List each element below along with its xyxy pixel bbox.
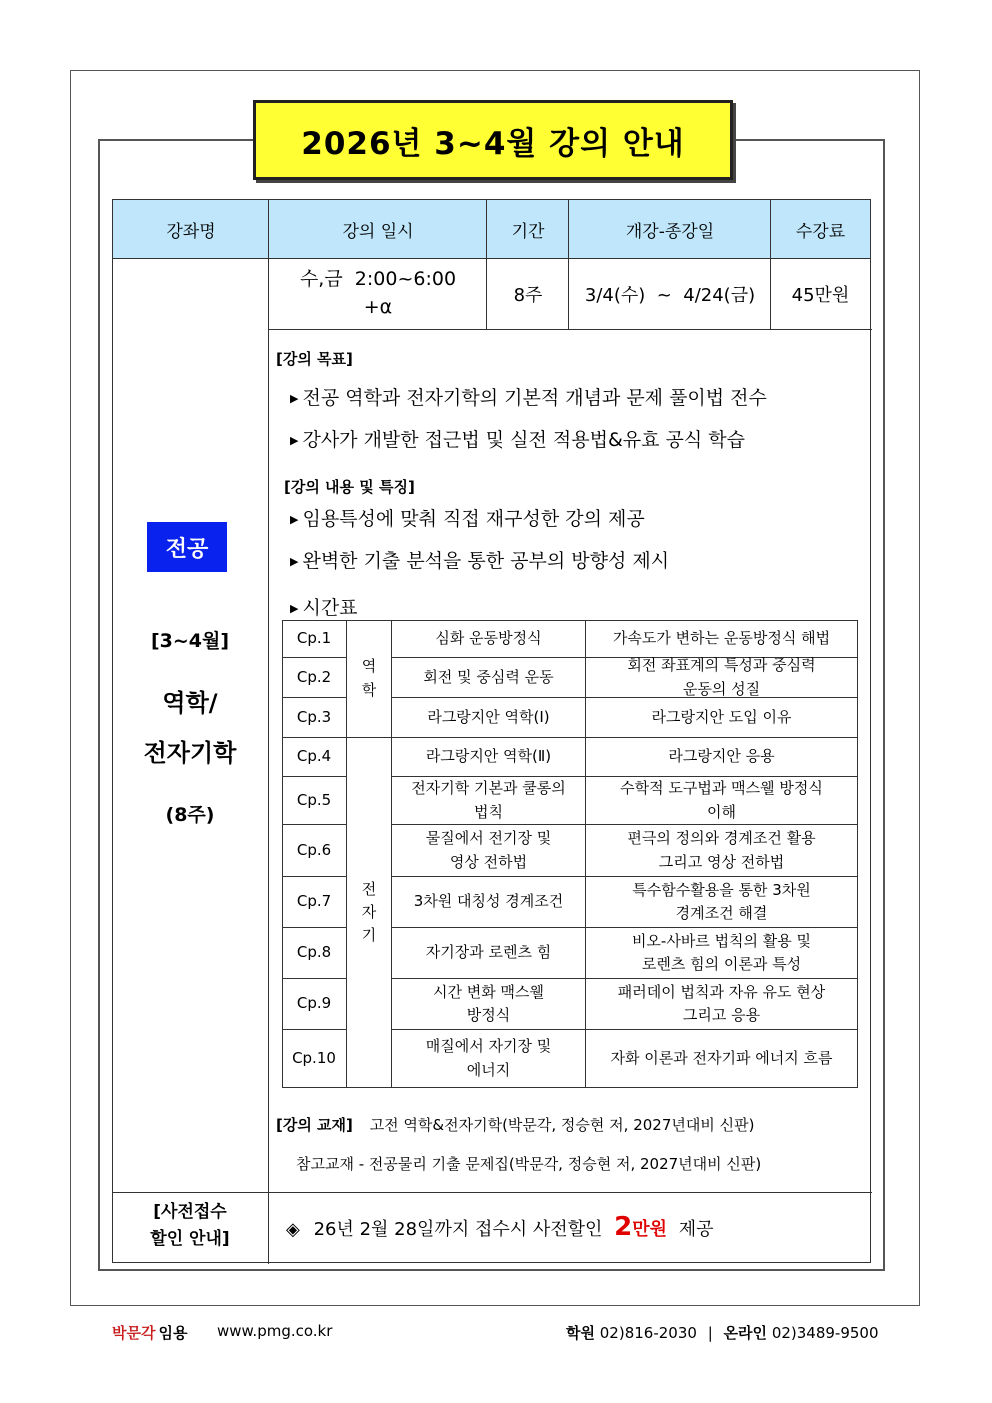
schedule-chapter: Cp.3	[282, 698, 347, 738]
logo-suffix: 임용	[158, 1324, 188, 1342]
cell-line: 회전 좌표계의 특성과 중심력	[627, 656, 816, 675]
schedule-chapter: Cp.6	[282, 825, 347, 877]
cell-line: 3차원 대칭성 경계조건	[413, 892, 564, 911]
schedule-chapter: Cp.7	[282, 877, 347, 928]
textbook-label: [강의 교재]	[276, 1116, 353, 1134]
footer-logo	[112, 1322, 187, 1343]
schedule-chapter: Cp.9	[282, 979, 347, 1030]
course-time-line1: 수,금 2:00~6:00	[299, 268, 457, 291]
features-heading: [강의 내용 및 특징]	[284, 478, 415, 496]
schedule-description	[586, 658, 858, 698]
cell-line: 법칙	[474, 802, 503, 821]
schedule-description	[586, 777, 858, 825]
course-time	[269, 259, 487, 329]
schedule-chapter: Cp.8	[282, 928, 347, 979]
header-duration: 기간	[487, 200, 569, 259]
bullet-triangle-icon: ▶	[290, 392, 299, 405]
cell-line: 회전 및 중심력 운동	[423, 667, 554, 686]
cell-line: 가속도가 변하는 운동방정식 해법	[612, 628, 831, 647]
bullet-triangle-icon: ▶	[290, 434, 299, 447]
footer-separator: |	[707, 1324, 713, 1342]
schedule-topic	[392, 738, 586, 777]
header-course: 강좌명	[113, 200, 269, 259]
schedule-chapter: Cp.2	[282, 658, 347, 698]
cell-line: 자	[361, 902, 377, 921]
discount-label	[112, 1199, 268, 1253]
feature-item: ▶ 임용특성에 맞춰 직접 재구성한 강의 제공	[290, 508, 645, 530]
textbook-line	[276, 1114, 754, 1135]
cell-line: 경계조건 해결	[675, 904, 768, 922]
cell-line: 그리고 응용	[682, 1006, 761, 1024]
cell-line: 자기장과 로렌츠 힘	[425, 943, 552, 962]
schedule-description	[586, 825, 858, 877]
header-schedule: 강의 일시	[269, 200, 487, 259]
cell-line: 역	[361, 657, 377, 676]
course-name-line2: 전자기학	[143, 739, 237, 767]
course-time-line2: +α	[363, 296, 393, 318]
textbook-reference: 참고교재 - 전공물리 기출 문제집(박문각, 정승현 저, 2027년대비 신판)	[296, 1155, 762, 1173]
online-phone: 02)3489-9500	[771, 1324, 879, 1342]
course-fee: 45만원	[791, 285, 850, 306]
cell-line: 전	[361, 879, 377, 898]
cell-line: 라그랑지안 역학(Ⅱ)	[425, 747, 552, 766]
course-duration: 8주	[513, 285, 543, 306]
footer-contacts	[566, 1322, 879, 1343]
cell-line: 기	[361, 926, 377, 945]
cell-line: 학	[361, 680, 377, 699]
cell-line: 영상 전하법	[449, 852, 528, 871]
course-period: 3/4(수) ~ 4/24(금)	[584, 285, 756, 306]
diamond-icon: ◈	[286, 1219, 300, 1240]
cell-line: 자화 이론과 전자기파 에너지 흐름	[610, 1048, 833, 1067]
schedule-chapter: Cp.10	[282, 1030, 347, 1088]
schedule-topic	[392, 658, 586, 698]
discount-amount: 2만원	[614, 1212, 667, 1242]
cell-line: 전자기학 기본과 쿨롱의	[411, 779, 566, 798]
cell-line: 에너지	[466, 1060, 511, 1079]
cell-line: 편극의 정의와 경계조건 활용	[627, 829, 816, 848]
page-title: 2026년 3~4월 강의 안내	[253, 100, 733, 180]
bullet-triangle-icon: ▶	[290, 555, 299, 568]
schedule-description	[586, 877, 858, 928]
schedule-topic	[392, 877, 586, 928]
schedule-description	[586, 1030, 858, 1088]
cell-line: 수학적 도구법과 맥스웰 방정식	[620, 779, 823, 798]
cell-line: 이해	[707, 802, 736, 821]
discount-text	[286, 1212, 714, 1242]
online-label: 온라인	[723, 1324, 768, 1342]
goal-item: ▶ 전공 역학과 전자기학의 기본적 개념과 문제 풀이법 전수	[290, 387, 767, 409]
discount-text-before: 26년 2월 28일까지 접수시 사전할인	[313, 1219, 603, 1240]
textbook-main: 고전 역학&전자기학(박문각, 정승현 저, 2027년대비 신판)	[369, 1116, 755, 1134]
course-months: [3~4월]	[150, 630, 230, 652]
cell-line: 방정식	[466, 1006, 511, 1024]
schedule-topic	[392, 979, 586, 1030]
header-fee: 수강료	[771, 200, 870, 259]
logo-brand: 박문각	[112, 1324, 156, 1342]
cell-line: 로렌츠 힘의 이론과 특성	[641, 955, 802, 973]
schedule-description	[586, 738, 858, 777]
cell-line: 패러데이 법칙과 자유 유도 현상	[617, 982, 826, 1001]
goals-heading: [강의 목표]	[276, 350, 353, 368]
cell-line: 그리고 영상 전하법	[658, 852, 785, 871]
feature-item: ▶ 완벽한 기출 분석을 통한 공부의 방향성 제시	[290, 550, 670, 572]
bullet-triangle-icon: ▶	[290, 513, 299, 526]
cell-line: 특수함수활용을 통한 3차원	[632, 880, 811, 899]
schedule-chapter: Cp.1	[282, 620, 347, 658]
header-period: 개강-종강일	[569, 200, 771, 259]
bullet-triangle-icon: ▶	[290, 602, 299, 615]
schedule-group-label	[347, 620, 392, 738]
schedule-description	[586, 928, 858, 979]
goal-item: ▶ 강사가 개발한 접근법 및 실전 적용법&유효 공식 학습	[290, 429, 745, 451]
major-badge: 전공	[147, 522, 227, 572]
schedule-chapter: Cp.5	[282, 777, 347, 825]
cell-line: 라그랑지안 도입 이유	[651, 707, 792, 726]
cell-line: 라그랑지안 응용	[668, 747, 775, 766]
discount-label-line1: [사전접수	[153, 1202, 227, 1222]
schedule-topic	[392, 928, 586, 979]
course-weeks: (8주)	[165, 804, 215, 826]
schedule-topic	[392, 620, 586, 658]
schedule-chapter: Cp.4	[282, 738, 347, 777]
course-name-line1: 역학/	[162, 689, 218, 717]
cell-line: 심화 운동방정식	[435, 628, 542, 647]
footer-website[interactable]: www.pmg.co.kr	[217, 1322, 333, 1340]
cell-line: 비오-사바르 법칙의 활용 및	[631, 931, 812, 950]
discount-label-line2: 할인 안내]	[150, 1229, 230, 1250]
cell-line: 라그랑지안 역학(Ⅰ)	[427, 707, 550, 726]
cell-line: 매질에서 자기장 및	[425, 1037, 552, 1056]
schedule-description	[586, 979, 858, 1030]
cell-line: 시간 변화 맥스웰	[433, 982, 544, 1001]
schedule-description	[586, 620, 858, 658]
schedule-table	[282, 620, 858, 1088]
feature-item: ▶ 시간표	[290, 597, 358, 619]
schedule-topic	[392, 698, 586, 738]
schedule-topic	[392, 825, 586, 877]
schedule-group-label	[347, 738, 392, 1088]
cell-line: 물질에서 전기장 및	[425, 829, 552, 848]
academy-phone: 02)816-2030	[599, 1324, 697, 1342]
academy-label: 학원	[566, 1324, 595, 1342]
discount-text-after: 제공	[678, 1219, 714, 1240]
schedule-topic	[392, 777, 586, 825]
schedule-description	[586, 698, 858, 738]
schedule-topic	[392, 1030, 586, 1088]
cell-line: 운동의 성질	[682, 679, 761, 698]
